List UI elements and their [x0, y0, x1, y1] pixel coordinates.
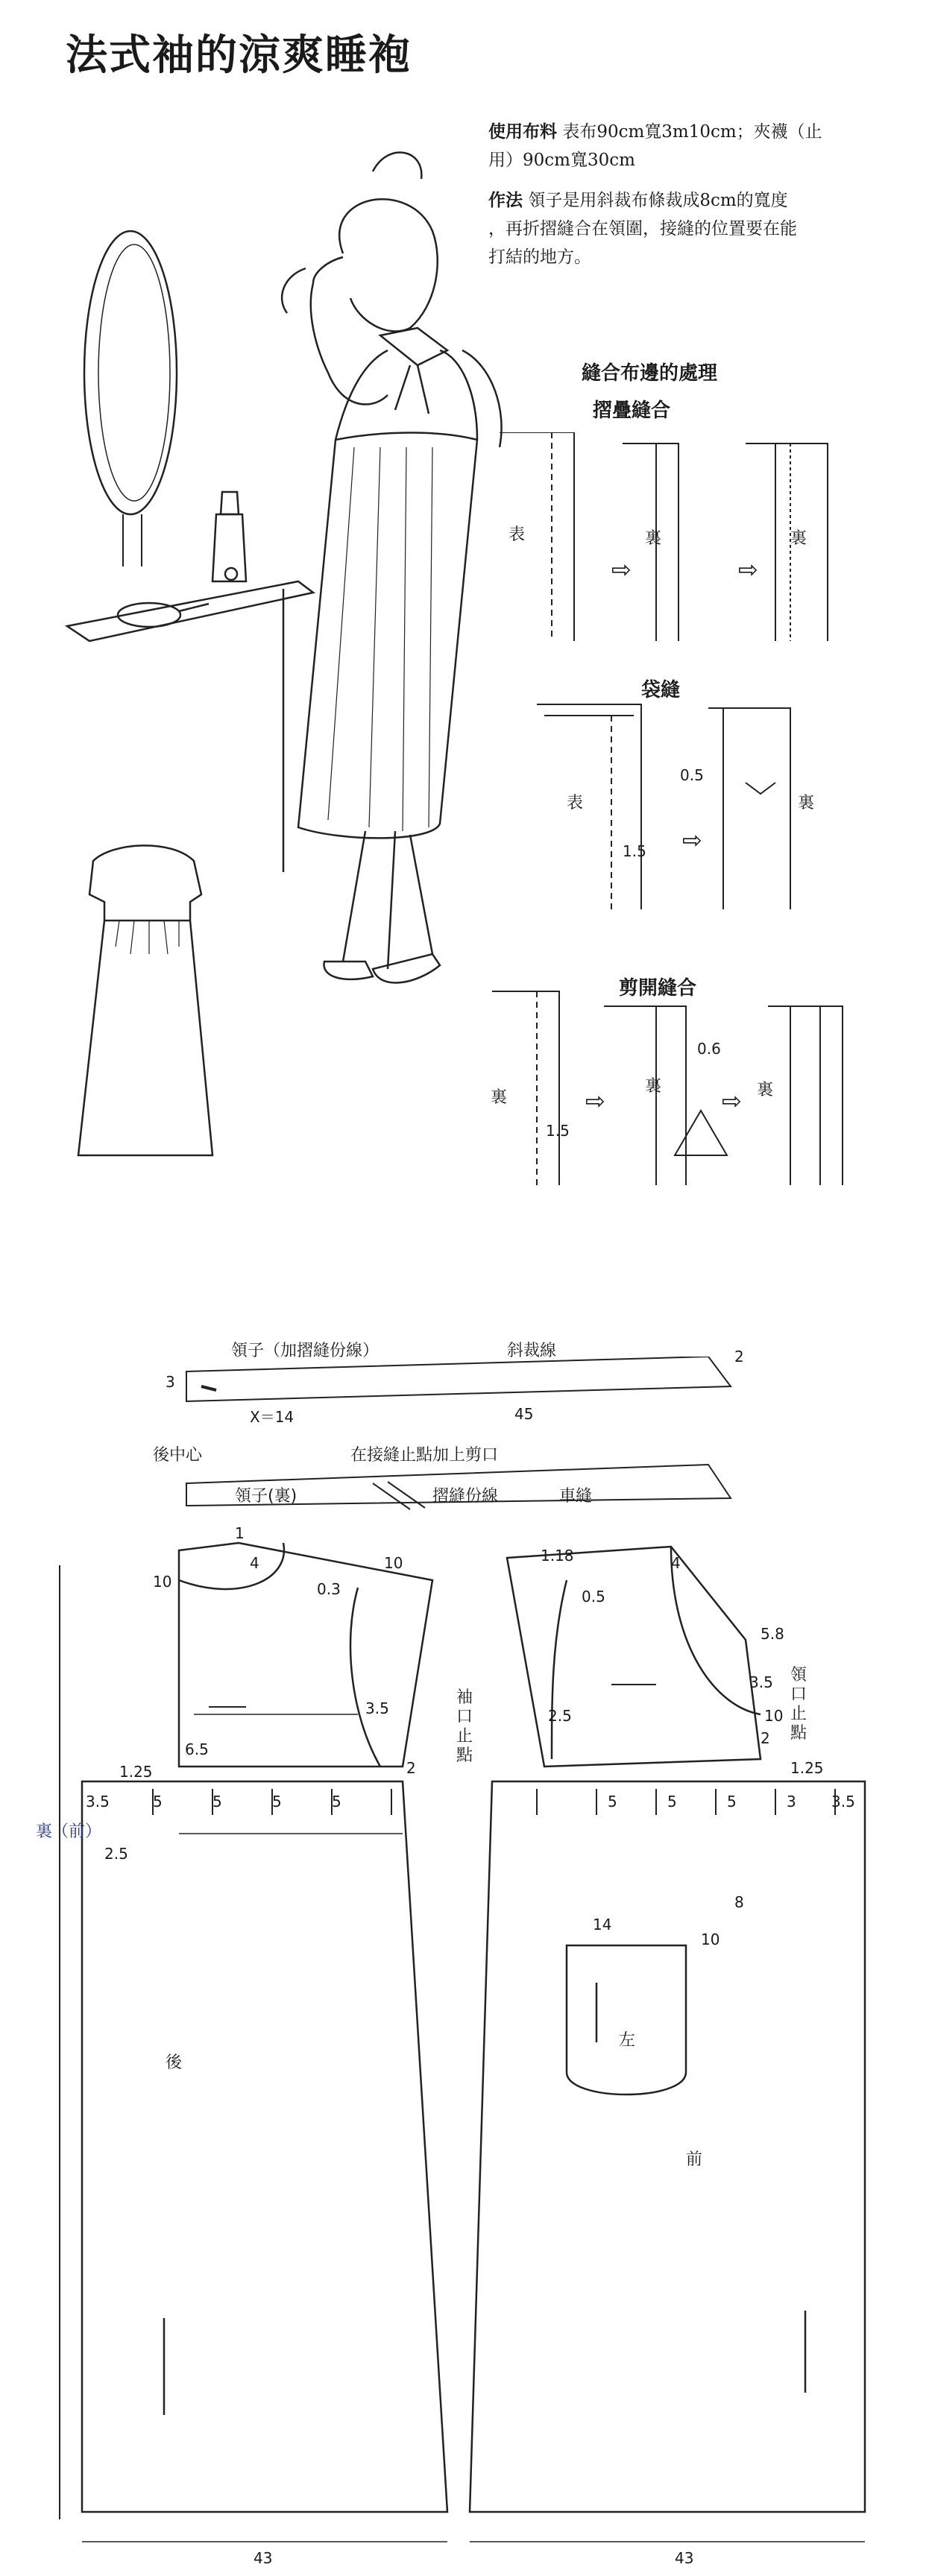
- dim: 3.5: [365, 1699, 389, 1717]
- vanity-table: [67, 581, 313, 641]
- dim: 10: [764, 1707, 784, 1725]
- dim: 10: [701, 1931, 720, 1948]
- dim: 5: [608, 1793, 617, 1811]
- method-label: 作法: [488, 191, 523, 210]
- woman-head: [339, 199, 438, 331]
- collar-inner: 領子(裏): [235, 1487, 297, 1506]
- arrow-icon: ⇨: [738, 555, 758, 584]
- dim: 5: [212, 1793, 222, 1811]
- back-center-label: 後中心: [153, 1446, 203, 1465]
- dim: 5: [727, 1793, 737, 1811]
- method-line1: 領子是用斜裁布條裁成8cm的寬度: [528, 191, 788, 210]
- dim: 0.5: [582, 1588, 605, 1606]
- dim: 3.5: [749, 1673, 773, 1691]
- sleeve-stop-label: 袖口止點: [456, 1688, 473, 1765]
- seam-bag-front: 表: [567, 794, 584, 812]
- dim: 3: [787, 1793, 796, 1811]
- illustration-woman-nightgown: [60, 127, 507, 1230]
- iron-icon: [675, 1111, 727, 1155]
- dim: 2: [406, 1759, 416, 1777]
- seam-bag-back: 裏: [798, 794, 815, 812]
- arrow-icon: ⇨: [611, 555, 632, 584]
- back-bodice: [179, 1543, 432, 1767]
- back-neck-curve: [179, 1543, 284, 1589]
- seam-fold-back: 裏: [645, 529, 662, 548]
- pocket-label: 左: [619, 2031, 636, 2050]
- arrow-icon: ⇨: [682, 826, 702, 854]
- seam-open-back: 裏: [491, 1088, 508, 1107]
- method-line3: 打結的地方。: [488, 247, 591, 267]
- seam-open-title: 剪開縫合: [619, 977, 697, 1000]
- materials-line1: 表布90cm寬3m10cm；夾襪（止: [562, 122, 822, 142]
- seam-fold-back2: 裏: [790, 529, 807, 548]
- dim: 5: [153, 1793, 163, 1811]
- dim: 0.3: [317, 1580, 341, 1598]
- dim: 8: [734, 1893, 744, 1911]
- collar-dim-x: X＝14: [250, 1408, 295, 1426]
- dim: 14: [593, 1916, 612, 1933]
- bottle: [212, 514, 246, 581]
- dim: 2.5: [548, 1707, 572, 1725]
- collar-dim-2: 2: [734, 1348, 744, 1366]
- seam-section-title: 縫合布邊的處理: [582, 362, 718, 385]
- dim: 2.5: [104, 1845, 128, 1863]
- dim: 4: [250, 1554, 259, 1572]
- collar-note: 在接縫止點加上剪口: [350, 1446, 499, 1465]
- front-bodice: [507, 1547, 761, 1767]
- seam-open-back3: 裏: [757, 1081, 774, 1099]
- seam-fold-diagram: [500, 432, 828, 641]
- shoe-right: [373, 954, 440, 983]
- gown-body: [298, 350, 477, 838]
- dim: 5: [332, 1793, 341, 1811]
- seam-bag-15: 1.5: [623, 842, 646, 860]
- collar-title: 領子（加摺縫份線）: [231, 1342, 380, 1360]
- seam-open-06: 0.6: [697, 1040, 721, 1058]
- dim: 1.25: [119, 1763, 153, 1781]
- dim: 1.25: [790, 1759, 824, 1777]
- seam-fold-front: 表: [508, 525, 526, 544]
- method-line2: ，再折摺縫合在領圍，接縫的位置要在能: [488, 219, 797, 239]
- dim: 3.5: [831, 1793, 855, 1811]
- arrow-icon: ⇨: [585, 1087, 605, 1115]
- collar-dim-45: 45: [514, 1405, 534, 1423]
- dim: 10: [384, 1554, 403, 1572]
- dim: 1.18: [541, 1547, 574, 1565]
- dim: 43: [675, 2549, 694, 2567]
- dim: 10: [153, 1573, 172, 1591]
- collar-inner3: 車縫: [559, 1487, 593, 1506]
- dim: 5: [667, 1793, 677, 1811]
- seam-open-back2: 裏: [645, 1077, 662, 1096]
- front-skirt: [470, 1781, 865, 2512]
- collar-inner2: 摺縫份線: [432, 1487, 499, 1506]
- materials-block: [488, 118, 906, 174]
- seam-fold-title: 摺疊縫合: [593, 400, 671, 422]
- seam-bag-05: 0.5: [680, 766, 704, 784]
- neck-stop-label: 領口止點: [790, 1666, 807, 1743]
- arrow-icon: ⇨: [722, 1087, 742, 1115]
- side-label: 裏（前）: [36, 1822, 102, 1841]
- shoe-left: [324, 962, 373, 979]
- front-neck-curve: [671, 1547, 761, 1714]
- materials-label: 使用布料: [488, 122, 557, 142]
- method-block: [488, 186, 906, 271]
- collar-cut-label: 斜裁線: [507, 1342, 557, 1360]
- seam-open-diagram: [492, 991, 843, 1185]
- back-label: 後: [166, 2053, 183, 2072]
- collar-dim-3: 3: [166, 1373, 175, 1391]
- pocket-pattern: [567, 1945, 686, 2094]
- seam-open-15: 1.5: [546, 1122, 570, 1140]
- back-skirt: [82, 1781, 447, 2512]
- dim: 4: [671, 1554, 681, 1572]
- page-title: 法式袖的涼爽睡袍: [66, 31, 412, 80]
- front-label: 前: [686, 2150, 703, 2169]
- dim: 43: [254, 2549, 273, 2567]
- materials-line2: 用）90cm寬30cm: [488, 151, 635, 170]
- dim: 3.5: [86, 1793, 110, 1811]
- dim: 1: [235, 1524, 245, 1542]
- seam-bag-title: 袋縫: [641, 679, 681, 701]
- dim: 5.8: [761, 1625, 784, 1643]
- dim: 6.5: [185, 1740, 209, 1758]
- dim: 2: [761, 1729, 770, 1747]
- dim: 5: [272, 1793, 282, 1811]
- dress-thumbnail: [78, 845, 212, 1155]
